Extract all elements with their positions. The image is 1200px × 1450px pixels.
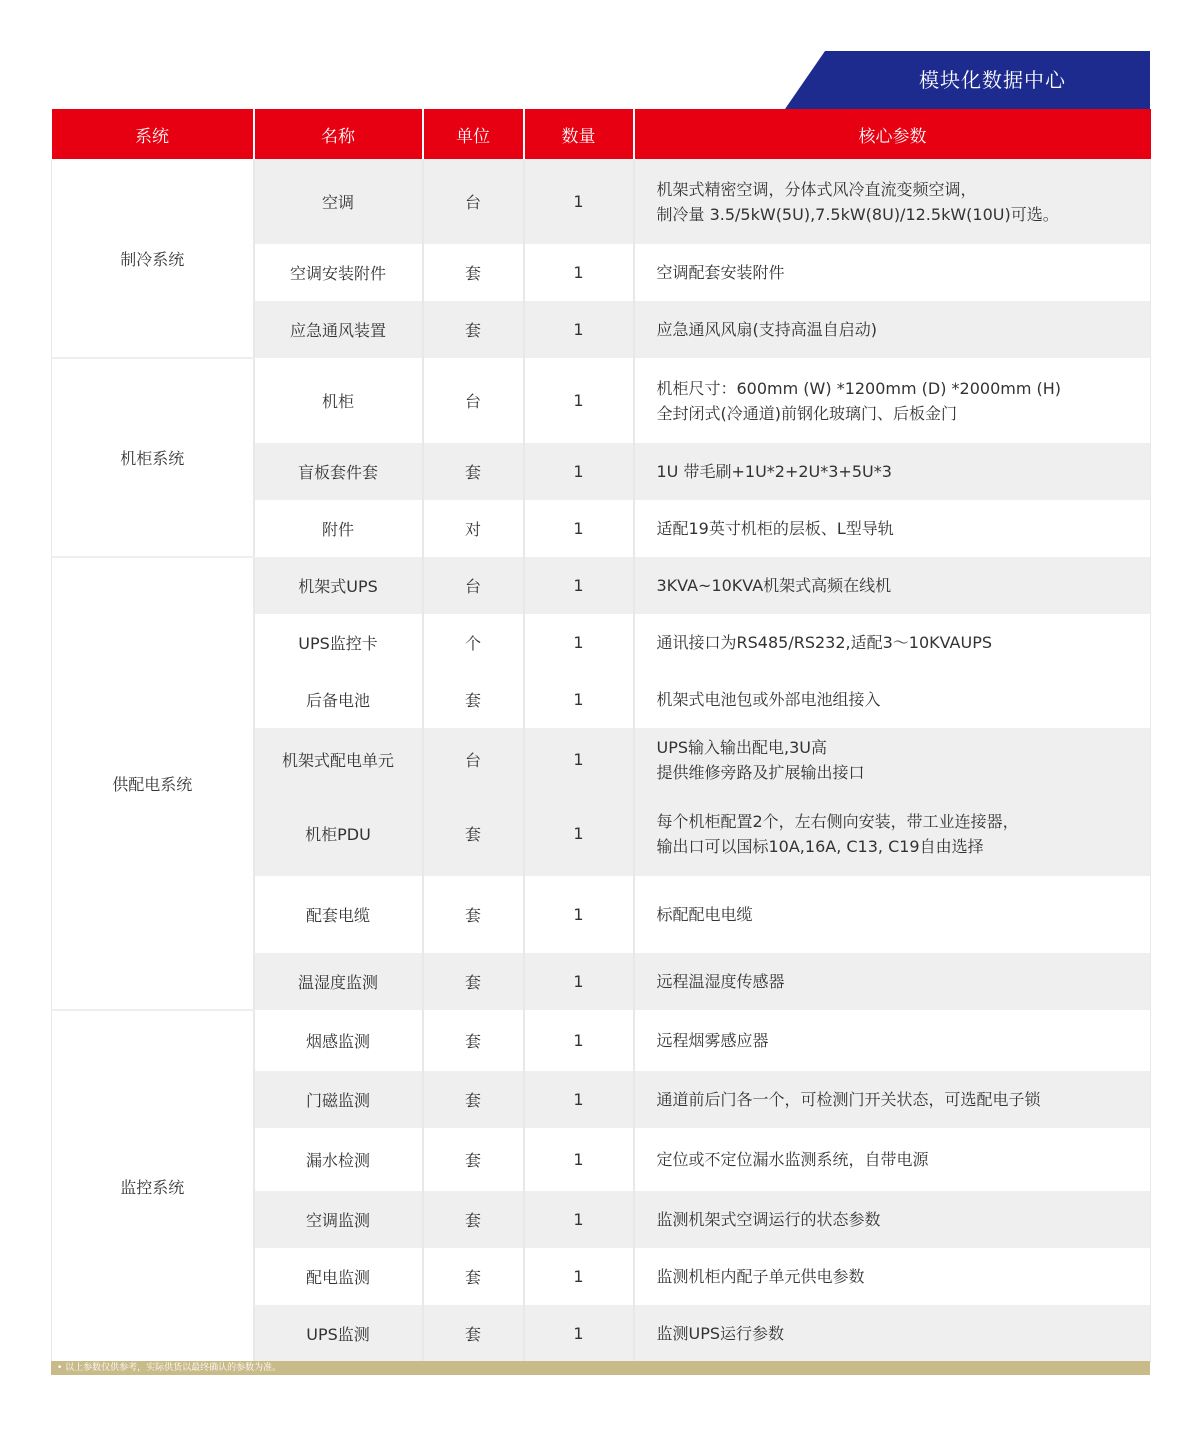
params-cell: [634, 557, 1151, 614]
params-cell: [634, 1248, 1151, 1305]
qty-cell: 1: [524, 244, 634, 301]
params-cell: [634, 443, 1151, 500]
params-line: 空调配套安装附件: [656, 263, 785, 282]
column-header: 核心参数: [634, 109, 1151, 159]
unit-cell: 套: [423, 1128, 524, 1191]
name-cell: UPS监测: [254, 1305, 423, 1362]
params-cell: [634, 728, 1151, 791]
name-cell: 空调监测: [254, 1191, 423, 1248]
params-cell: [634, 301, 1151, 358]
qty-cell: 1: [524, 614, 634, 671]
qty-cell: 1: [524, 500, 634, 557]
params-cell: [634, 1128, 1151, 1191]
name-cell: 机架式UPS: [254, 557, 423, 614]
params-cell: [634, 1305, 1151, 1362]
qty-cell: 1: [524, 1305, 634, 1362]
params-line: 全封闭式(冷通道)前钢化玻璃门、后板金门: [656, 403, 957, 423]
qty-cell: 1: [524, 728, 634, 791]
spec-table: [51, 109, 1150, 1363]
qty-cell: 1: [524, 671, 634, 728]
params-line: 应急通风风扇(支持高温自启动): [656, 320, 877, 339]
unit-cell: 套: [423, 953, 524, 1010]
params-line: 远程烟雾感应器: [656, 1031, 769, 1050]
table-row: [52, 557, 1151, 614]
qty-cell: 1: [524, 443, 634, 500]
params-line: 提供维修旁路及扩展输出接口: [656, 762, 865, 782]
name-cell: UPS监控卡: [254, 614, 423, 671]
unit-cell: 台: [423, 358, 524, 443]
unit-cell: 套: [423, 1010, 524, 1071]
name-cell: 应急通风装置: [254, 301, 423, 358]
header-tab: [785, 51, 1150, 109]
unit-cell: 套: [423, 443, 524, 500]
unit-cell: 套: [423, 1305, 524, 1362]
column-header: 系统: [52, 109, 254, 159]
unit-cell: 台: [423, 728, 524, 791]
system-cell: 制冷系统: [52, 159, 254, 358]
params-cell: [634, 1071, 1151, 1128]
unit-cell: 套: [423, 301, 524, 358]
system-cell: 监控系统: [52, 1010, 254, 1362]
params-line: 定位或不定位漏水监测系统，自带电源: [656, 1150, 929, 1169]
params-cell: [634, 876, 1151, 953]
unit-cell: 套: [423, 1071, 524, 1128]
table-row: [52, 1010, 1151, 1071]
name-cell: 后备电池: [254, 671, 423, 728]
unit-cell: 套: [423, 791, 524, 876]
params-cell: [634, 244, 1151, 301]
name-cell: 空调安装附件: [254, 244, 423, 301]
name-cell: 附件: [254, 500, 423, 557]
params-line: 通讯接口为RS485/RS232,适配3～10KVAUPS: [656, 633, 993, 652]
params-line: 机架式精密空调，分体式风冷直流变频空调，: [656, 179, 977, 199]
qty-cell: 1: [524, 1248, 634, 1305]
params-cell: [634, 358, 1151, 443]
qty-cell: 1: [524, 1010, 634, 1071]
unit-cell: 对: [423, 500, 524, 557]
params-line: UPS输入输出配电,3U高: [656, 737, 827, 757]
params-cell: [634, 500, 1151, 557]
params-line: 监测UPS运行参数: [656, 1324, 785, 1343]
column-header: 数量: [524, 109, 634, 159]
name-cell: 配套电缆: [254, 876, 423, 953]
params-line: 每个机柜配置2个，左右侧向安装，带工业连接器，: [656, 811, 1019, 831]
params-line: 标配配电电缆: [656, 905, 753, 924]
system-cell: 机柜系统: [52, 358, 254, 557]
params-line: 远程温湿度传感器: [656, 972, 785, 991]
qty-cell: 1: [524, 876, 634, 953]
params-line: 3KVA~10KVA机架式高频在线机: [656, 576, 892, 595]
qty-cell: 1: [524, 301, 634, 358]
params-line: 机架式电池包或外部电池组接入: [656, 690, 881, 709]
params-cell: [634, 791, 1151, 876]
footer-note: • 以上参数仅供参考，实际供货以最终确认的参数为准。: [51, 1361, 1150, 1375]
header-tab-title: 模块化数据中心: [919, 68, 1066, 92]
table-row: [52, 159, 1151, 244]
qty-cell: 1: [524, 1191, 634, 1248]
table-body: [52, 159, 1151, 1362]
table-row: [52, 358, 1151, 443]
unit-cell: 台: [423, 159, 524, 244]
qty-cell: 1: [524, 1071, 634, 1128]
params-line: 1U 带毛刷+1U*2+2U*3+5U*3: [656, 462, 892, 481]
name-cell: 机柜PDU: [254, 791, 423, 876]
name-cell: 漏水检测: [254, 1128, 423, 1191]
name-cell: 温湿度监测: [254, 953, 423, 1010]
params-line: 通道前后门各一个，可检测门开关状态，可选配电子锁: [656, 1090, 1041, 1109]
name-cell: 空调: [254, 159, 423, 244]
unit-cell: 套: [423, 876, 524, 953]
column-header: 名称: [254, 109, 423, 159]
table-header-row: [52, 109, 1151, 159]
params-line: 监测机架式空调运行的状态参数: [656, 1210, 881, 1229]
params-cell: [634, 1010, 1151, 1071]
qty-cell: 1: [524, 557, 634, 614]
params-cell: [634, 159, 1151, 244]
name-cell: 机架式配电单元: [254, 728, 423, 791]
qty-cell: 1: [524, 358, 634, 443]
params-cell: [634, 671, 1151, 728]
qty-cell: 1: [524, 791, 634, 876]
unit-cell: 个: [423, 614, 524, 671]
name-cell: 烟感监测: [254, 1010, 423, 1071]
unit-cell: 套: [423, 1248, 524, 1305]
params-cell: [634, 953, 1151, 1010]
params-line: 输出口可以国标10A,16A, C13, C19自由选择: [656, 836, 984, 856]
unit-cell: 套: [423, 244, 524, 301]
unit-cell: 套: [423, 1191, 524, 1248]
name-cell: 配电监测: [254, 1248, 423, 1305]
params-line: 制冷量 3.5/5kW(5U),7.5kW(8U)/12.5kW(10U)可选。: [656, 204, 1059, 224]
name-cell: 门磁监测: [254, 1071, 423, 1128]
params-line: 机柜尺寸：600mm (W) *1200mm (D) *2000mm (H): [656, 378, 1062, 398]
name-cell: 盲板套件套: [254, 443, 423, 500]
unit-cell: 套: [423, 671, 524, 728]
column-header: 单位: [423, 109, 524, 159]
params-cell: [634, 614, 1151, 671]
qty-cell: 1: [524, 159, 634, 244]
params-cell: [634, 1191, 1151, 1248]
params-line: 适配19英寸机柜的层板、L型导轨: [656, 519, 894, 538]
qty-cell: 1: [524, 1128, 634, 1191]
name-cell: 机柜: [254, 358, 423, 443]
system-cell: 供配电系统: [52, 557, 254, 1010]
qty-cell: 1: [524, 953, 634, 1010]
unit-cell: 台: [423, 557, 524, 614]
params-line: 监测机柜内配子单元供电参数: [656, 1267, 865, 1286]
